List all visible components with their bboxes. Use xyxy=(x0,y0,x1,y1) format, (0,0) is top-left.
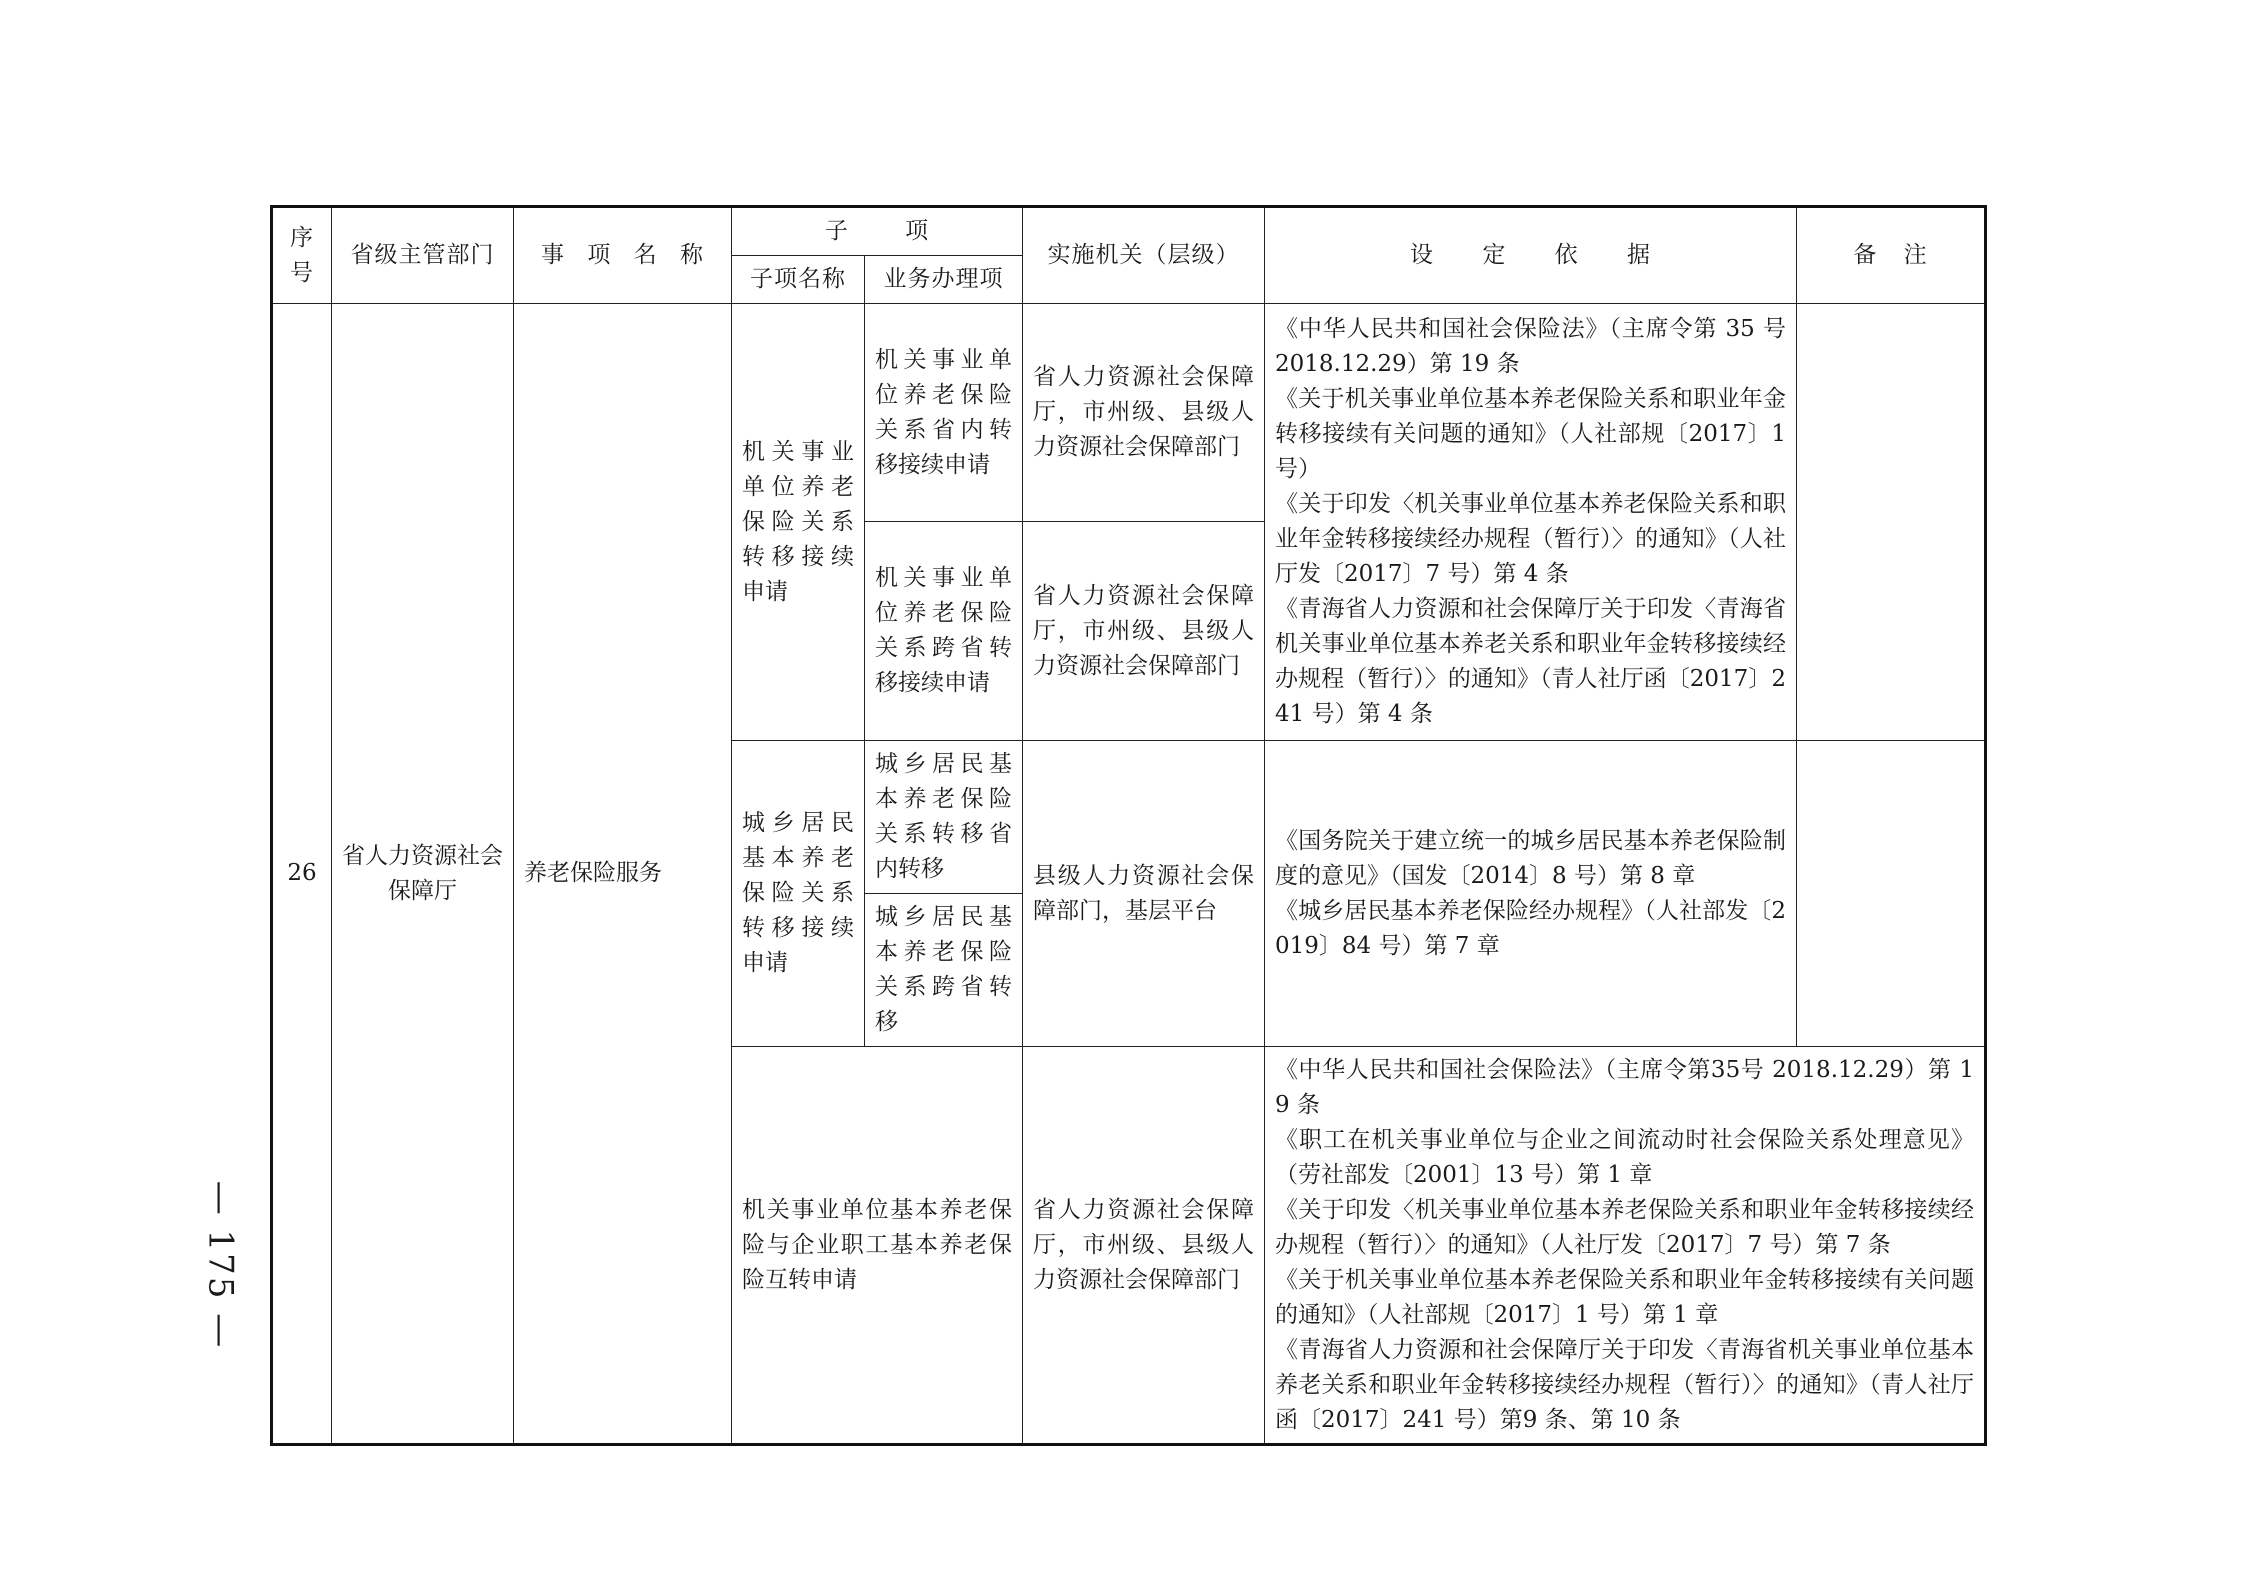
basis-line: 《关于机关事业单位基本养老保险关系和职业年金转移接续有关问题的通知》（人社部规〔2017〕1 号）第 1 章 xyxy=(1275,1267,1974,1328)
basis-cell xyxy=(1265,741,1797,1047)
business-cell: 城乡居民基本养老保险关系跨省转移 xyxy=(865,894,1023,1047)
service-items-table xyxy=(270,205,1987,1446)
header-seq: 序号 xyxy=(272,207,332,304)
remark-cell xyxy=(1797,741,1986,1047)
basis-cell xyxy=(1265,304,1797,741)
business-cell: 机关事业单位养老保险关系跨省转移接续申请 xyxy=(865,522,1023,741)
business-cell: 城乡居民基本养老保险关系转移省内转移 xyxy=(865,741,1023,894)
header-item-name: 事 项 名 称 xyxy=(514,207,732,304)
header-dept: 省级主管部门 xyxy=(332,207,514,304)
row-seq: 26 xyxy=(272,304,332,1445)
header-business: 业务办理项 xyxy=(865,256,1023,304)
remark-cell xyxy=(1797,304,1986,741)
header-sub-group: 子 项 xyxy=(732,207,1023,256)
business-cell: 机关事业单位养老保险关系省内转移接续申请 xyxy=(865,304,1023,522)
table-row xyxy=(272,304,1986,522)
sub-name-cell: 城乡居民基本养老保险关系转移接续申请 xyxy=(732,741,865,1047)
basis-cell xyxy=(1265,1047,1986,1445)
basis-line: 《关于印发〈机关事业单位基本养老保险关系和职业年金转移接续经办规程（暂行）〉的通知》（人社厅发〔2017〕7 号）第 7 条 xyxy=(1275,1197,1974,1258)
agency-cell: 省人力资源社会保障厅，市州级、县级人力资源社会保障部门 xyxy=(1023,304,1265,522)
basis-line: 《关于机关事业单位基本养老保险关系和职业年金转移接续有关问题的通知》（人社部规〔2017〕1 号） xyxy=(1275,386,1786,482)
header-sub-name: 子项名称 xyxy=(732,256,865,304)
sub-name-cell: 机关事业单位养老保险关系转移接续申请 xyxy=(732,304,865,741)
basis-line: 《青海省人力资源和社会保障厅关于印发〈青海省机关事业单位基本养老关系和职业年金转移接续经办规程（暂行）〉的通知》（青人社厅函〔2017〕241 号）第9 条、第 10 条 xyxy=(1275,1337,1974,1433)
basis-line: 《国务院关于建立统一的城乡居民基本养老保险制度的意见》（国发〔2014〕8 号）第 8 章 xyxy=(1275,827,1786,889)
header-basis: 设 定 依 据 xyxy=(1265,207,1797,304)
page-number xyxy=(190,1170,250,1360)
page-number-text: — 175 — xyxy=(200,1180,241,1350)
policy-table-container xyxy=(270,205,1984,1433)
agency-cell: 省人力资源社会保障厅，市州级、县级人力资源社会保障部门 xyxy=(1023,1047,1265,1445)
row-dept: 省人力资源社会保障厅 xyxy=(332,304,514,1445)
basis-line: 《职工在机关事业单位与企业之间流动时社会保险关系处理意见》（劳社部发〔2001〕13 号）第 1 章 xyxy=(1275,1127,1974,1188)
header-row-1 xyxy=(272,207,1986,256)
basis-line: 《中华人民共和国社会保险法》（主席令第 35 号 2018.12.29）第 19 条 xyxy=(1275,316,1786,377)
agency-cell: 县级人力资源社会保障部门，基层平台 xyxy=(1023,741,1265,1047)
basis-line: 《城乡居民基本养老保险经办规程》（人社部发〔2019〕84 号）第 7 章 xyxy=(1275,897,1786,959)
basis-line: 《中华人民共和国社会保险法》（主席令第35号 2018.12.29）第 19 条 xyxy=(1275,1057,1974,1118)
sub-name-cell: 机关事业单位基本养老保险与企业职工基本养老保险互转申请 xyxy=(732,1047,1023,1445)
row-item-name: 养老保险服务 xyxy=(514,304,732,1445)
header-agency: 实施机关（层级） xyxy=(1023,207,1265,304)
agency-cell: 省人力资源社会保障厅，市州级、县级人力资源社会保障部门 xyxy=(1023,522,1265,741)
basis-line: 《关于印发〈机关事业单位基本养老保险关系和职业年金转移接续经办规程（暂行）〉的通知》（人社厅发〔2017〕7 号）第 4 条 xyxy=(1275,491,1786,587)
header-remark: 备 注 xyxy=(1797,207,1986,304)
basis-line: 《青海省人力资源和社会保障厅关于印发〈青海省机关事业单位基本养老关系和职业年金转移接续经办规程（暂行）〉的通知》（青人社厅函〔2017〕241 号）第 4 条 xyxy=(1275,596,1786,727)
